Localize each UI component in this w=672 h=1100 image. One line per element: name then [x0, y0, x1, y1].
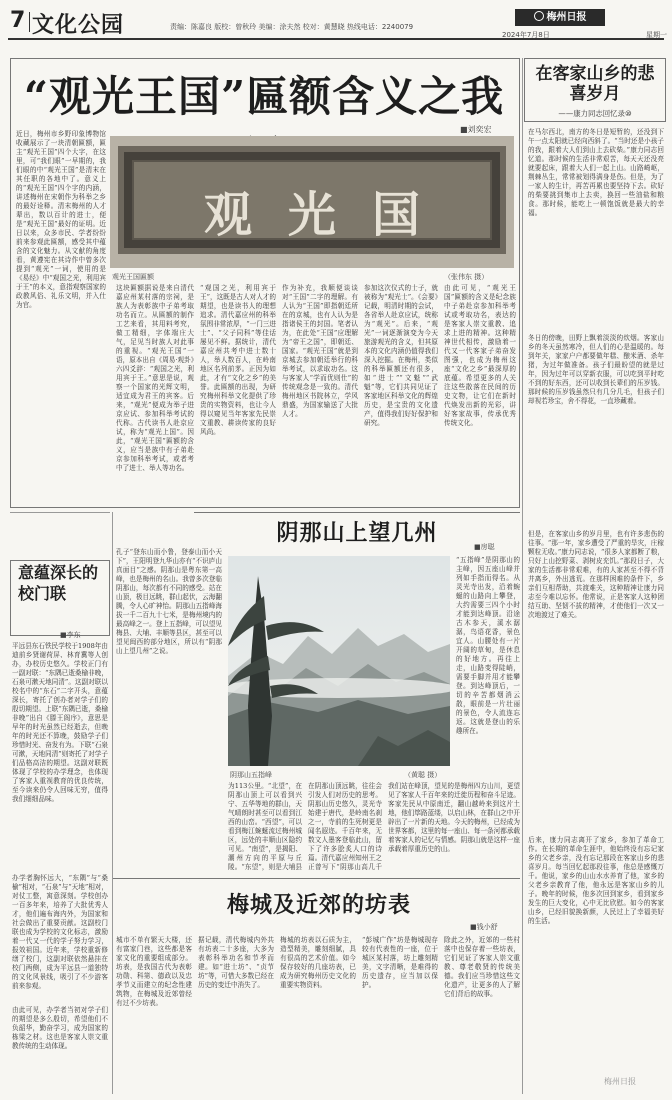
article1-author: ■刘奕宏: [460, 125, 492, 134]
mountain-photo-credit: （黄聪 摄）: [404, 771, 442, 779]
mountain-photo: [228, 556, 450, 766]
article2-column-3: 为113公里。“北望”，在阴那山顶上可以看到兴宁、五华等地的群山，天气晴朗时甚至可以看到江西的山峦。“西望”，可以看到梅江蜿蜒流过梅州城区，远处的丰顺山区隐约可见。“南望”，是揭阳、潮州方向的平原与丘陵。“东望”，则是大埔县: [228, 782, 302, 871]
article1-column-2: 这块匾额据说是来自清代嘉应州某村落的宗祠，是族人为表彰族中子弟考取功名而立。从匾额的制作工艺来看，其用料考究，做工精细，字体端庄大气，足见当时族人对此事的重视。“观光王国”一语，原本出自《周易·观卦》六四爻辞：“观国之光，利用宾于王。”意思是说，观察一个国家的光辉文明，适宜成为君王的宾客。后来，“观光”便成为举子进京应试、参加科举考试的代称。古代读书人赴京应试，称为“观光上国”。因此，“观光王国”匾额的含义，应当是族中有子弟赴京参加科举考试，或者考中了进士、举人等功名。: [116, 284, 194, 472]
article2-column-5: 我们站在峰顶，望见的是梅州四方山川，更望见了客家人千百年来的迁徙历程和奋斗足迹。客家先民从中原南迁，翻山越岭来到这片土地，他们筚路蓝缕，以启山林，在群山之中开辟出了一片新的天地。今天的梅州，已经成为世界客都，这里的每一座山、每一条河都承载着客家人的记忆与情感。阴那山就是这样一座承载着厚重历史的山。: [388, 782, 520, 853]
sidebar-right-subtitle: ——康力同志回忆录⑩: [558, 109, 632, 118]
plaque-photo-credit: （张伟东 摄）: [444, 273, 489, 281]
article3-column-5: 除此之外，近郊的一些村落中也保存着一些坊表，它们见证了客家人崇文重教、尊老敬贤的传统美德。我们应当珍惜这些文化遗产，让更多的人了解它们背后的故事。: [444, 936, 520, 998]
article2-author: ■房聪: [474, 543, 495, 551]
page-number: 7: [10, 8, 26, 33]
article3-column-1: 城市不单有繁天大楼，还有富家门巷，这些都是客家文化的重要组成部分。坊表，是我国古代为表彰功勋、科第、德政以及忠孝节义而建立的纪念性建筑物，在梅城及近郊曾经有过不少坊表。: [116, 936, 192, 1007]
section-title: 文化公园: [32, 13, 125, 38]
mountain-illustration: [228, 556, 450, 766]
issue-weekday: 星期一: [646, 31, 667, 39]
article1-column-4: 作为补充，我顺便谈谈对“王国”二字的理解。有人认为“王国”即指朝廷所在的京城，也有人认为是指诸侯王的封国。笔者认为，在此处“王国”应理解为“帝王之国”，即朝廷、国家。“观光王国”就是到京城去参加朝廷举行的科举考试，以求取功名。这与客家人“学而优则仕”的传统观念是一致的。清代梅州地区书院林立，学风鼎盛，为国家输送了大批人才。: [282, 284, 358, 418]
plaque-photo: [110, 136, 514, 268]
newspaper-logo: [515, 9, 605, 26]
article2-column-2: “五指峰”是阴那山的主峰，因五座山峰并列如手指而得名。从灵光寺出发，沿着蜿蜒的山路向上攀登，大约需要三四个小时才能到达峰顶。沿途古木参天，溪水潺潺，鸟语花香，景色宜人。山腰处有一片开阔的草甸，是休息的好地方。再往上走，山路变得陡峭，需要手脚并用才能攀登。到达峰顶后，一切的辛苦都烟消云散，眼前是一片壮丽的景色，令人流连忘返。这就是登山的乐趣所在。: [456, 556, 520, 735]
article2-top-rule: [194, 512, 520, 513]
header-divider: [29, 12, 30, 32]
sidebar-right-column-4: 后来，康力同志离开了家乡，参加了革命工作。在长期的革命生涯中，他始终没有忘记家乡的父老乡亲，没有忘记那段在客家山乡的悲喜岁月。每当回忆起那段往事，他总是感慨万千。他说，家乡的山山水水养育了他，家乡的父老乡亲教育了他，他永远是客家山乡的儿子。晚年的时候，他多次回到家乡，看到家乡发生的巨大变化，心中无比欣慰。如今的客家山乡，已经旧貌换新颜，人民过上了幸福美好的生活。: [528, 836, 664, 925]
article1-column-5: 参加这次仪式的士子，就被称为“观光士”。《会要》记载，明清时期的会试，各省举人赴京应试，统称为“观光”。后来，“观光”一词逐渐演变为今天旅游观光的含义，但其原本的文化内涵仍值得我们深入挖掘。在梅州，类似的科举匾额还有很多，如“进士”“文魁”“武魁”等，它们共同见证了客家地区科举文化的辉煌历史，是宝贵的文化遗产，值得我们好好保护和研究。: [364, 284, 438, 427]
newspaper-name: 梅州日报: [546, 12, 587, 23]
article1-column-3: “观国之光，利用宾于王”，这既是古人对人才的期望，也是读书人的理想追求。清代嘉应州的科举氛围非常浓厚，“一门三进士”、“父子同科”等佳话屡见不鲜。据统计，清代嘉应州共考中进士数十人，举人数百人，在岭南地区名列前茅。正因为如此，才有“文化之乡”的美誉。此匾额的出现，为研究梅州科举文化提供了珍贵的实物资料，也让今人得以窥见当年客家先民崇文重教、耕读传家的良好风尚。: [200, 284, 276, 436]
plaque-inner: [132, 160, 492, 243]
editor-credits: 责编：陈嘉良 版校：曾秋玲 美编：涂夫然 校对：黄慧晓 热线电话：2240079: [170, 23, 414, 31]
right-column-divider: [522, 58, 523, 1094]
article1-column-1: 近日，梅州市乡野印象博物馆收藏展示了一块清朝匾额，匾主“观光王国”四个大字，在这里，可“我们眼”一早期的，我们眼的中“观光王国”是清末在其任职的各地中了。意义上的“观光王国”四个字的内涵，讲述梅州在宋朝作为科举之乡的最好诠释。清末梅州的人才辈出，数以百计的进士，便是“观光王国”最好的证明。近日以来，众多市民、学者纷纷前来参观此匾额，感受其中蕴含的文化魅力。从文献的角度看，黄遵宪在其诗作中曾多次提到“观光”一词，使用的是《易经》中“观国之光，利用宾于王”的本义，意指观察国家的政教风俗、礼乐文明，并入仕为官。: [16, 130, 106, 309]
article2-column-4: 在阴那山顶远眺，往往会引发人们对历史的思考。阴那山历史悠久，灵光寺始建于唐代，是岭南名刹之一，寺前的生死树更是闻名遐迩。千百年来，无数文人墨客登临此山，留下了许多脍炙人口的诗篇。清代嘉应州知州王之正曾写下“阴那山高几千: [308, 782, 382, 871]
page-header: [8, 6, 667, 40]
article3-column-3: 梅城的坊表以石质为主，造型精美，雕刻细腻，具有很高的艺术价值。如今保存较好的几座坊表，已成为研究梅州历史文化的重要实物资料。: [280, 936, 356, 989]
sidebar-right-column-3: 但是，在客家山乡的岁月里，也有许多悲伤的往事。“那一年，家乡遭受了严重的旱灾，庄稼颗粒无收。”康力同志说，“很多人家都断了粮，只好上山挖野菜、剥树皮充饥。”那段日子，大家的生活都非常艰难，有的人家甚至不得不背井离乡，外出逃荒。在那样困难的条件下，乡亲们互相帮助，共渡难关，这种精神让康力同志至今难以忘怀。他常说，正是客家人这种团结互助、坚韧不拔的精神，才使他们一次又一次地渡过了难关。: [528, 530, 664, 619]
article1-column-6: 由此可见，“观光王国”匾额的含义是纪念族中子弟赴京参加科举考试或考取功名，表达的是客家人崇文重教、追求上进的精神。这种精神世代相传，激励着一代又一代客家子弟奋发图强，也成为梅州这座“文化之乡”最深厚的底蕴。希望更多的人关注这些散落在民间的历史文物，让它们在新时代焕发出新的光彩，讲好客家故事，传承优秀传统文化。: [444, 284, 516, 427]
article1-title: “观光王国”匾额含义之我: [23, 72, 505, 121]
left-column-divider: [112, 512, 113, 1094]
article2-column-1: 孔子“登东山而小鲁，登泰山而小天下”，王阳明登九华山亦有“不识庐山真面目”之感。阴那山是粤东第一高峰，也是梅州的名山。我曾多次登临阴那山，每次都有不同的感受。站在山顶，极目远眺，群山起伏，云海翻腾，令人心旷神怡。阴那山五指峰海拔一千二百九十七米，是梅州境内的最高峰之一。登上五指峰，可以望见梅县、大埔、丰顺等县区，甚至可以望见闽西的部分地区，所以有“阴那山上望几州”之说。: [116, 548, 222, 655]
article3-author: ■钱小舒: [470, 923, 498, 931]
article3-top-rule: [112, 878, 520, 879]
sidebar-left-column-2: 办学者胸怀远大，“东隅”与“桑榆”相对，“石泉”与“天地”相对，对仗工整，寓意深刻。学校创办一百多年来，培养了大批优秀人才，他们遍布海内外，为国家和社会做出了重要贡献。这副校门联也成为学校的文化标志，激励着一代又一代的学子努力学习，报效祖国。近年来，学校重新修缮了校门，这副对联依然悬挂在校门两侧，成为平远县一道独特的文化风景线，吸引了不少游客前来参观。: [12, 874, 108, 990]
mountain-photo-caption: 阴那山五指峰: [230, 771, 272, 779]
sidebar-left-column-1: 平远县东石铁民学校于1908年由迪前乡贤谢荷屏、林育冀等人创办，办校历史悠久。学校正门有一副对联：“东隅已逝桑榆非晚，石泉可漱天地同清”。这副对联以校名中的“东石”二字开头，意蕴深长，寄托了创办者对学子们的殷切期望。上联“东隅已逝，桑榆非晚”出自《滕王阁序》，意思是早年的时光虽然已经逝去，但晚年的时光还不算晚，鼓励学子们珍惜时光、奋发有为。下联“石泉可漱，天地同清”则寄托了对学子们品格高洁的期望。这副对联既体现了学校的办学理念，也体现了客家人重视教育的优良传统，至今读来仍令人回味无穷，值得我们细细品味。: [12, 642, 108, 803]
article3-column-2: 据记载，清代梅城内外共有坊表二十多座，大多为表彰科举功名和节孝而建。如“进士坊”、“贞节坊”等，可惜大多数已经在历史的变迁中消失了。: [198, 936, 274, 989]
sidebar-left-column-3: 由此可见，办学者当初对学子们的期望是多么殷切，希望他们不负韶华，勤奋学习，成为国家的栋梁之材。这也是客家人崇文重教传统的生动体现。: [12, 1006, 108, 1050]
sidebar-right-title: 在客家山乡的悲喜岁月: [535, 64, 655, 104]
sidebar-right-column-2: 冬日的傍晚，田野上飘着淡淡的炊烟。客家山乡的冬天虽然寒冷，但人们的心是温暖的。每到年关，家家户户都要做年糕、酿米酒、杀年猪，为过年做准备。孩子们最盼望的就是过年，因为过年可以穿新衣服，可以吃到平时吃不到的好东西，还可以收到长辈们的压岁钱。那时候的压岁钱虽然只有几分几毛，但孩子们却视若珍宝，舍不得花，一直珍藏着。: [528, 334, 664, 405]
article2-title: 阴那山上望几州: [276, 520, 438, 546]
left-top-rule: [10, 512, 110, 513]
plaque-text: 观光国: [203, 187, 456, 243]
article3-title: 梅城及近郊的坊表: [226, 892, 411, 918]
watermark: 梅州日报: [604, 1077, 636, 1086]
plaque-board: [118, 146, 506, 254]
issue-date: 2024年7月8日: [502, 31, 550, 39]
sidebar-left-author: ■李东: [60, 631, 81, 639]
logo-icon: [534, 11, 544, 21]
sidebar-left-title: 意蕴深长的校门联: [18, 563, 99, 603]
article3-column-4: “彭城广作”坊是梅城现存较有代表性的一座，位于城区某村落，坊上雕刻精美，文字清晰，是难得的历史遗存，应当加以保护。: [362, 936, 438, 989]
sidebar-right-column-1: 在马尔西北，南方的冬日是短暂的，还没到下午一点太阳就已经向西斜了。“当时还是小孩子的我，跟着大人们到山上去砍柴。”康力同志回忆道。那时候的生活非常艰苦，每天天还没亮就要起床，跟着大人们一起上山。山路崎岖，荆棘丛生，常常被划得满身是伤。但是，为了一家人的生计，再苦再累也要坚持下去。砍好的柴要挑到集市上去卖，换回一些油盐和粮食。那时候，能吃上一顿饱饭就是最大的幸福。: [528, 128, 664, 217]
plaque-caption: 观光王国匾额: [112, 273, 154, 281]
